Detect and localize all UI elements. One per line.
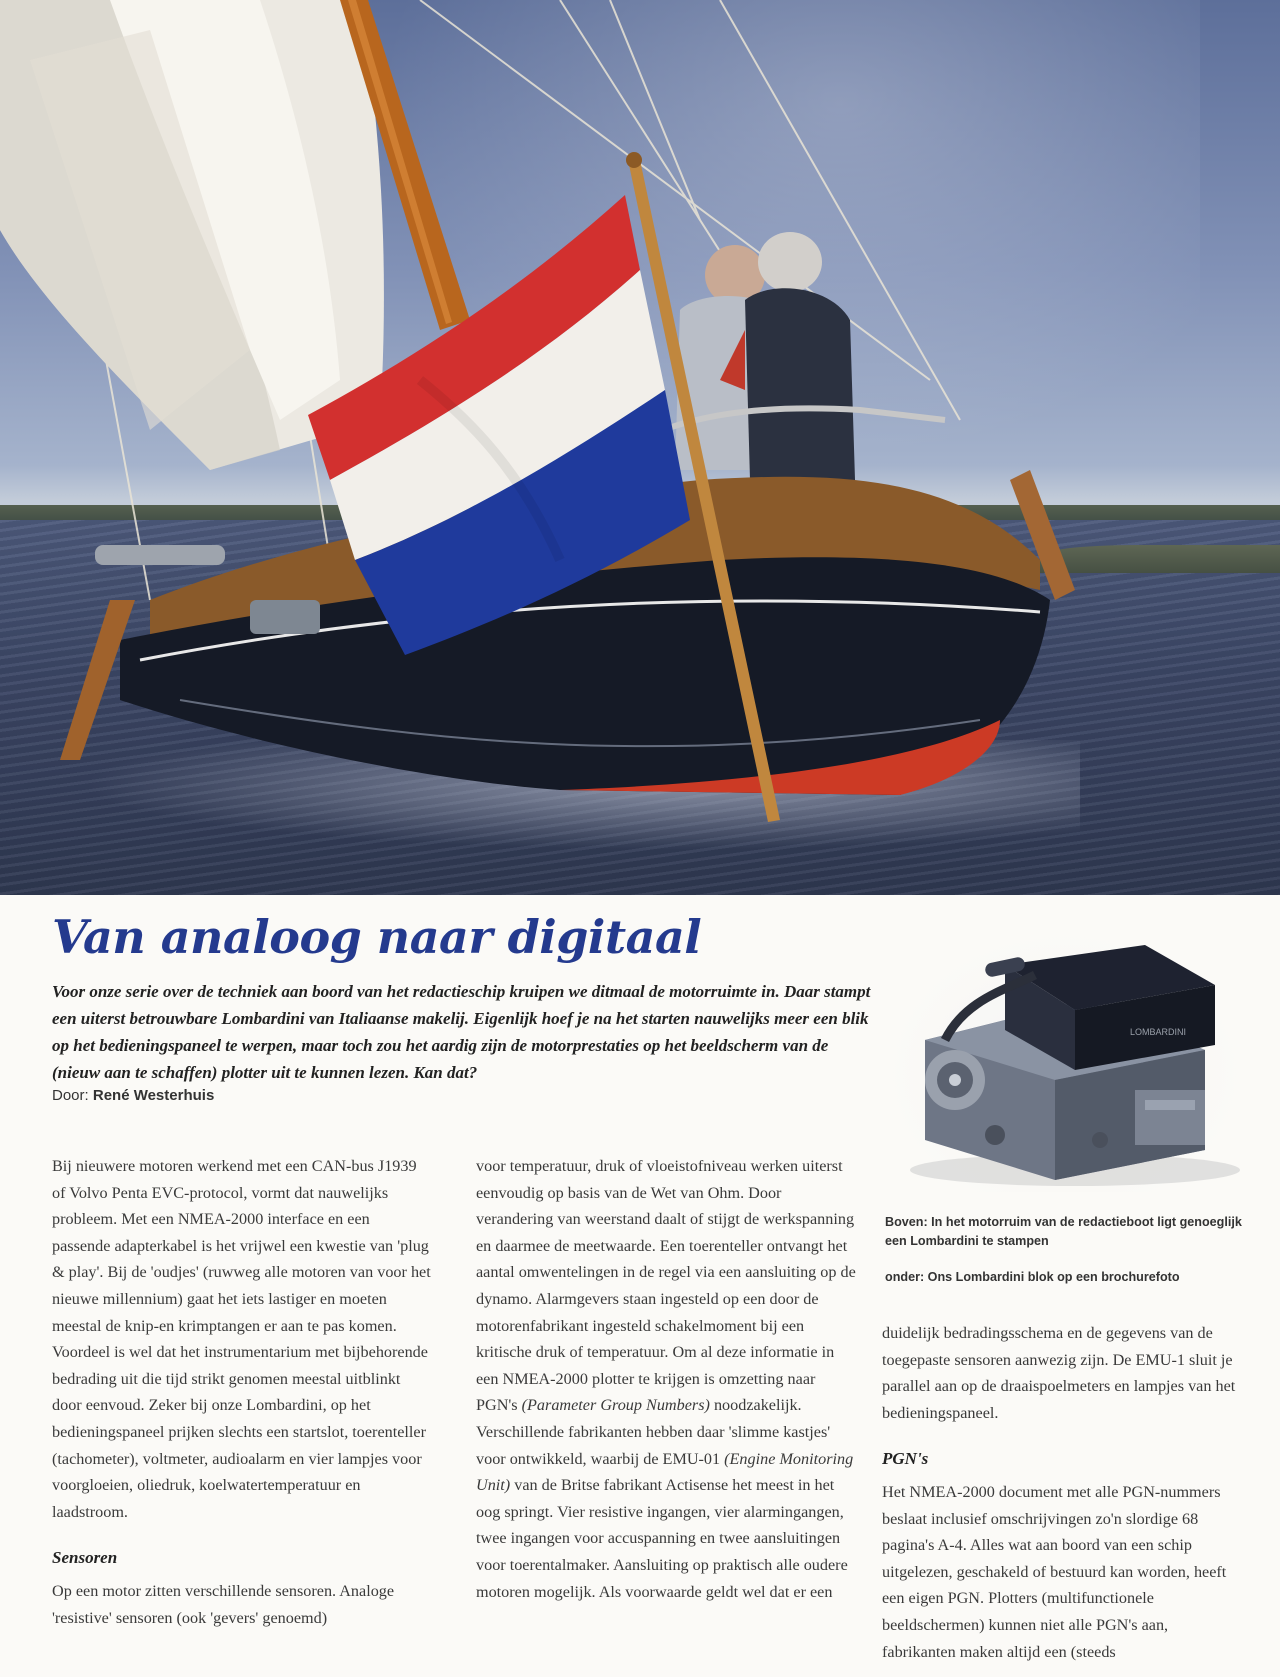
caption-top: Boven: In het motorruim van de redactieboot ligt genoeglijk een Lombardini te stampen — [885, 1215, 1242, 1248]
caption-bottom: onder: Ons Lombardini blok op een brochurefoto — [885, 1270, 1180, 1284]
winch-gear — [95, 545, 225, 565]
body-paragraph: Op een motor zitten verschillende sensoren. Analoge 'resistive' sensoren (ook 'gevers' genoemd) — [52, 1581, 395, 1627]
subheading-sensoren: Sensoren — [52, 1548, 118, 1568]
engine-photo — [885, 930, 1245, 1192]
body-paragraph — [476, 1153, 856, 1605]
svg-text:LOMBARDINI: LOMBARDINI — [1130, 1027, 1187, 1037]
body-paragraph: Bij nieuwere motoren werkend met een CAN-bus J1939 of Volvo Penta EVC-protocol, vormt dat nauwelijks probleem. Met een NMEA-2000 interface en een passende adapterkabel is het vrijwel een kwestie van 'plug & play'. Bij de 'oudjes' (ruwweg alle motoren van voor het nieuwe millennium) gaat het iets lastiger en moeten meestal de knip-en krimptangen er aan te pas komen. Voordeel is wel dat het instrumentarium met bijbehorende bedrading uit die tijd strikt genomen meestal uitblinkt door eenvoud. Zeker bij onze Lombardini, op het bedieningspaneel prijken slechts een startslot, toerenteller (tachometer), voltmeter, audioalarm en vier lampjes voor voorgloeien, oliedruk, koelwatertemperatuur en laadstroom. — [52, 1157, 431, 1521]
article-title: Van analoog naar digitaal — [52, 910, 702, 964]
body-text: noodzakelijk. Verschillende fabrikanten hebben daar 'slimme kastjes' voor ontwikkeld, waarbij de EMU-01 — [476, 1396, 831, 1468]
engine-illustration — [885, 930, 1245, 1192]
crew-figures — [675, 232, 855, 480]
article-lead: Voor onze serie over de techniek aan boord van het redactieschip kruipen we ditmaal de motorruimte in. Daar stampt een uiterst betrouwbare Lombardini van Italiaanse makelij. Eigenlijk hoef je na het starten nauwelijks meer een blik op het bedieningspaneel te werpen, maar toch zou het aardig zijn de motorprestaties op het beeldscherm van de (nieuw aan te schaffen) plotter uit te kunnen lezen. Kan dat? — [52, 982, 871, 1082]
body-paragraph: duidelijk bedradingsschema en de gegevens van de toegepaste sensoren aanwezig zijn. De EMU-1 sluit je parallel aan op de draaispoelmeters en lampjes van het bedieningspaneel. — [882, 1324, 1236, 1422]
byline — [52, 1087, 214, 1104]
emu-term: (Engine Monitoring Unit) — [476, 1449, 854, 1495]
body-column-1 — [52, 1153, 432, 1631]
subheading-pgns: PGN's — [882, 1449, 929, 1469]
body-text: voor temperatuur, druk of vloeistofniveau werken uiterst eenvoudig op basis van de Wet van Ohm. Door verandering van weerstand daalt of stijgt de werkspanning en daarmee de meetwaarde. Een toerenteller ontvangt het aantal omwentelingen in de regel via een aansluiting op de dynamo. Alarmgevers staan ingesteld op een door de motorenfabrikant ingesteld schakelmoment bij een kritische druk of temperatuur. Om al deze informatie in een NMEA-2000 plotter te krijgen is omzetting naar PGN's — [476, 1157, 856, 1415]
body-text: van de Britse fabrikant Actisense het meest in het oog springt. Vier resistive ingangen, vier alarmingangen, twee ingangen voor accuspanning en twee aansluitingen voor toerentalmaker. Aansluiting op praktisch alle oudere motoren mogelijk. Als voorwaarde geldt wel dat er een — [476, 1476, 848, 1601]
body-paragraph: Het NMEA-2000 document met alle PGN-nummers beslaat inclusief omschrijvingen zo'n slordige 68 pagina's A-4. Alles wat aan boord van een schip uitgelezen, geschakeld of bestuurd kan worden, heeft een eigen PGN. Plotters (multifunctionele beeldschermen) kunnen niet alle PGN's aan, fabrikanten maken altijd een (steeds — [882, 1482, 1227, 1661]
author-name: René Westerhuis — [92, 1087, 215, 1104]
pgn-term: (Parameter Group Numbers) — [521, 1396, 710, 1415]
body-column-2 — [476, 1153, 856, 1605]
byline-prefix: Door: — [52, 1087, 89, 1104]
body-column-3 — [882, 1320, 1242, 1665]
